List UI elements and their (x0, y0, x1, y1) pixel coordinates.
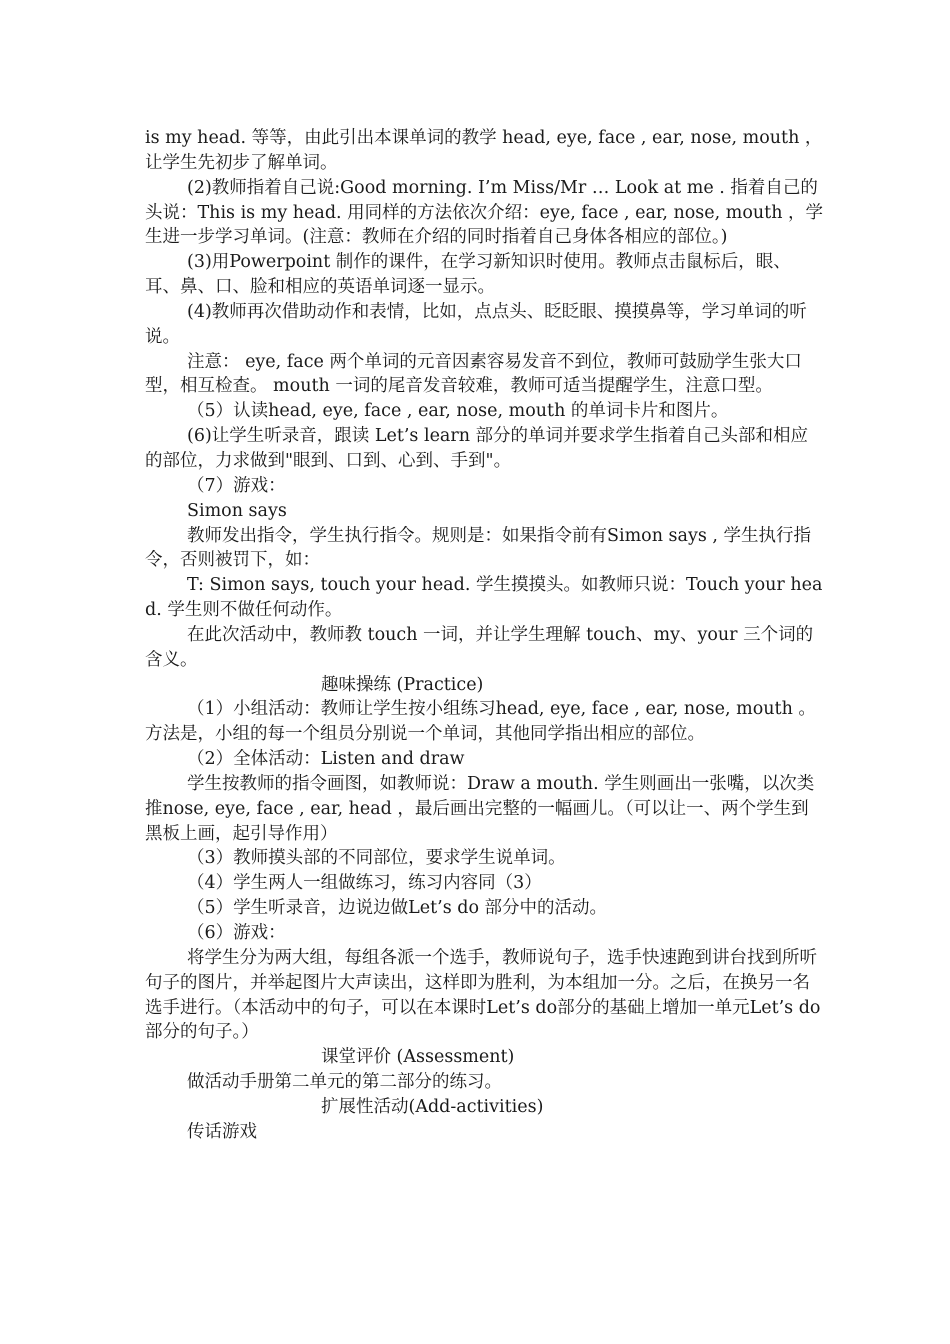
paragraph: 传话游戏 (187, 1121, 257, 1142)
section-heading: 趣味操练 (Practice) (321, 674, 484, 695)
paragraph: （5）认读head, eye, face , ear, nose, mouth 的单词卡片和图片。 (187, 401, 729, 422)
section-heading: 课堂评价 (Assessment) (321, 1047, 515, 1068)
paragraph: （4）学生两人一组做练习，练习内容同（3） (187, 873, 542, 894)
paragraph: 注意： eye, face 两个单词的元音因素容易发音不到位，教师可鼓励学生张大口型，相互检查。 mouth 一词的尾音发音较难，教师可适当提醒学生，注意口型。 (145, 351, 802, 397)
paragraph: （1）小组活动：教师让学生按小组练习head, eye, face , ear, nose, mouth 。方法是，小组的每一个组员分别说一个单词，其他同学指出相应的部位。 (145, 699, 816, 745)
section-heading: 扩展性活动(Add-activities) (321, 1096, 544, 1117)
paragraph: (6)让学生听录音，跟读 Let’s learn 部分的单词并要求学生指着自己头部和相应的部位，力求做到"眼到、口到、心到、手到"。 (145, 426, 809, 471)
paragraph: （6）游戏： (187, 923, 286, 943)
body-text (145, 126, 825, 1145)
paragraph: Simon says (187, 500, 287, 521)
paragraph: 在此次活动中，教师教 touch 一词，并让学生理解 touch、my、your 三个词的含义。 (145, 624, 814, 670)
paragraph: 教师发出指令，学生执行指令。规则是：如果指令前有Simon says , 学生执行指令，否则被罚下，如： (145, 525, 812, 571)
paragraph: (2)教师指着自己说:Good morning. I’m Miss/Mr … Look at me . 指着自己的头说：This is my head. 用同样的方法依次介绍：eye, face , ear, nose, mouth ，学生进一步学习单词。(注意：教师在介绍的同时指着自己身体各相应的部位。) (145, 177, 824, 248)
paragraph: 学生按教师的指令画图，如教师说：Draw a mouth. 学生则画出一张嘴，以次类推nose, eye, face , ear, head ，最后画出完整的一幅画儿。（可以让一、两个学生到黑板上画，起引导作用） (145, 773, 815, 844)
paragraph: T: Simon says, touch your head. 学生摸摸头。如教师只说：Touch your head. 学生则不做任何动作。 (145, 575, 823, 621)
paragraph: is my head. 等等，由此引出本课单词的教学 head, eye, face , ear, nose, mouth ，让学生先初步了解单词。 (145, 128, 823, 173)
paragraph: （2）全体活动：Listen and draw (187, 749, 465, 770)
paragraph: （3）教师摸头部的不同部位，要求学生说单词。 (187, 848, 566, 869)
paragraph: （7）游戏： (187, 475, 286, 496)
paragraph: 将学生分为两大组，每组各派一个选手，教师说句子，选手快速跑到讲台找到所听句子的图片，并举起图片大声读出，这样即为胜利，为本组加一分。之后，在换另一名选手进行。（本活动中的句子，可以在本课时Let’s do部分的基础上增加一单元Let’s do部分的句子。） (145, 947, 821, 1043)
paragraph: (4)教师再次借助动作和表情，比如，点点头、眨眨眼、摸摸鼻等，学习单词的听说。 (145, 301, 807, 347)
paragraph: 做活动手册第二单元的第二部分的练习。 (187, 1072, 502, 1093)
paragraph: （5）学生听录音，边说边做Let’s do 部分中的活动。 (187, 898, 608, 919)
paragraph: (3)用Powerpoint 制作的课件，在学习新知识时使用。教师点击鼠标后，眼、耳、鼻、口、脸和相应的英语单词逐一显示。 (145, 252, 791, 298)
